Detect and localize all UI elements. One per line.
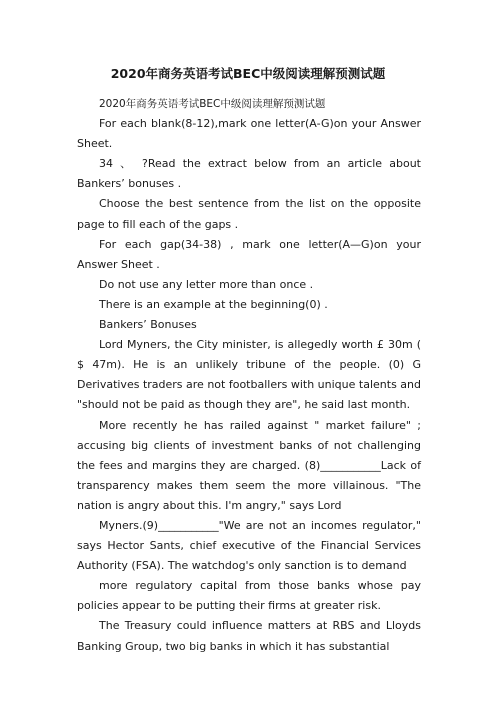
article-paragraph-3: Myners.(9)___________"We are not an incomes regulator," says Hector Sants, chief executive of the Financial Services Authority (FSA). The watchdog's only sanction is to demand [77, 518, 421, 573]
paragraph-question-34: 34 、 ?Read the extract below from an article about Bankers’ bonuses . [77, 157, 421, 191]
paragraph-subtitle: 2020年商务英语考试BEC中级阅读理解预测试题 [99, 98, 326, 110]
paragraph-instruction-blank: For each blank(8-12),mark one letter(A-G)on your Answer Sheet. [77, 117, 421, 151]
article-paragraph-4: more regulatory capital from those banks whose pay policies appear to be putting their firms at greater risk. [77, 579, 421, 613]
paragraph-instruction-gap: For each gap(34-38) , mark one letter(A—G)on your Answer Sheet . [77, 237, 421, 271]
article-paragraph-5: The Treasury could influence matters at RBS and Lloyds Banking Group, two big banks in which it has substantial [77, 619, 421, 653]
paragraph-instruction-choose: Choose the best sentence from the list on the opposite page to fill each of the gaps . [77, 197, 421, 231]
paragraph-instruction-example: There is an example at the beginning(0) . [99, 297, 328, 311]
article-heading: Bankers’ Bonuses [99, 318, 197, 332]
paragraph-instruction-once: Do not use any letter more than once . [99, 277, 314, 291]
document-title: 2020年商务英语考试BEC中级阅读理解预测试题 [110, 66, 386, 81]
document-body [77, 94, 421, 657]
article-paragraph-1: Lord Myners, the City minister, is allegedly worth £ 30m ( $ 47m). He is an unlikely tribune of the people. (0) G Derivatives traders are not footballers with unique talents and "should not be paid as though they are", he said last month. [77, 338, 421, 412]
article-paragraph-2: More recently he has railed against " market failure" ; accusing big clients of investment banks of not challenging the fees and margins they are charged. (8)___________Lack of transparency makes them seem the more villainous. "The nation is angry about this. I'm angry," says Lord [77, 418, 421, 512]
